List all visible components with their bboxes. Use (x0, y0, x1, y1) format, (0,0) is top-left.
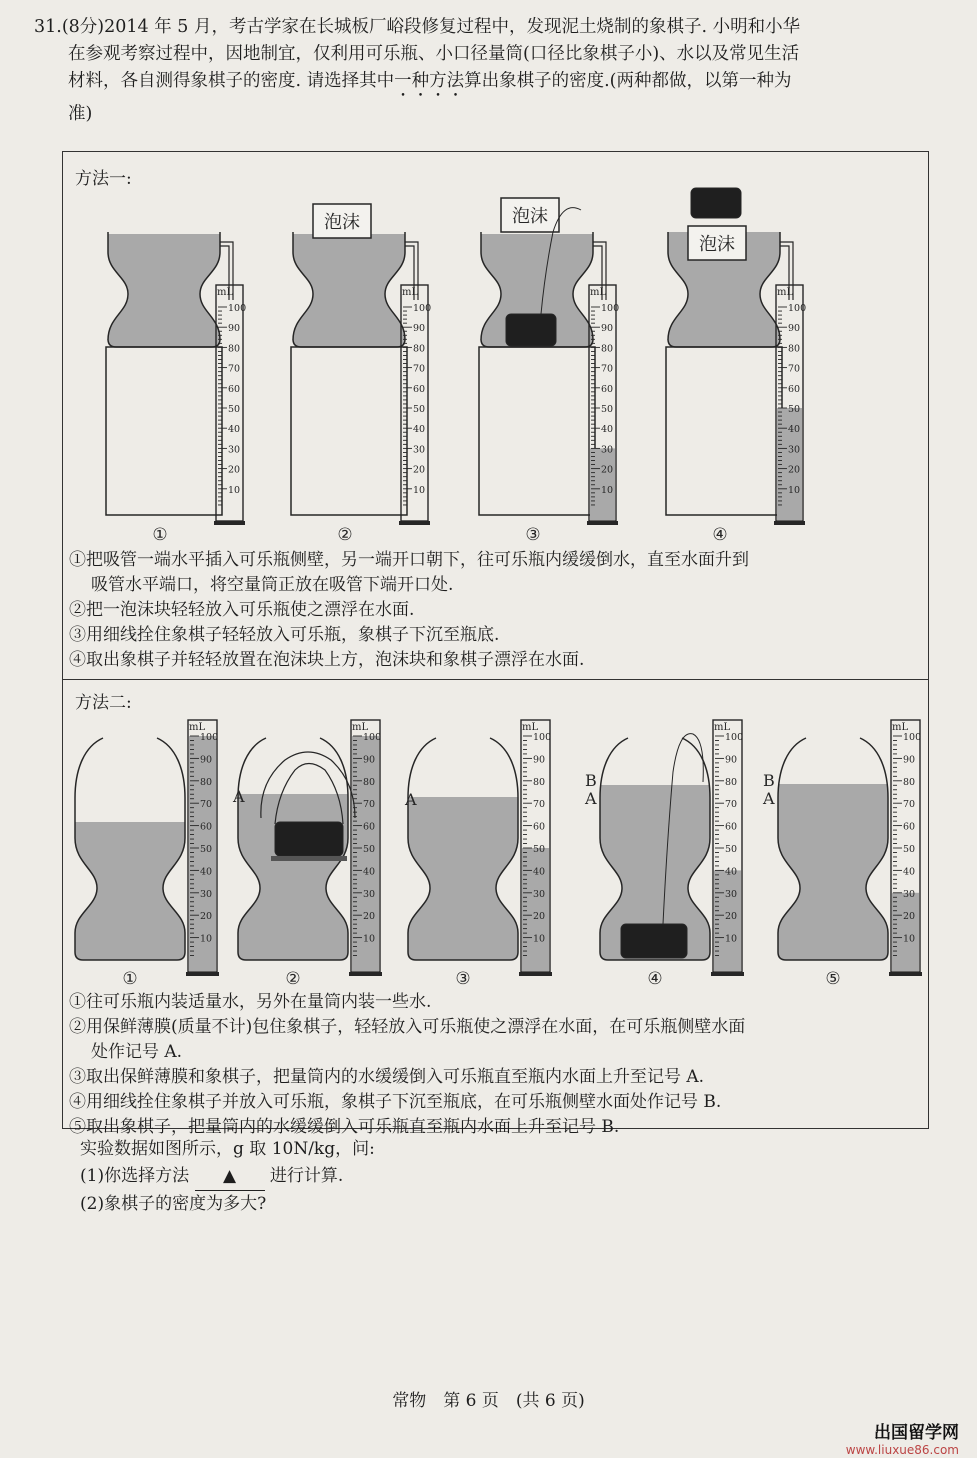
cylinder-tick-label: 60 (228, 383, 241, 395)
support-block-3 (479, 347, 595, 515)
cylinder-tick-label: 100 (363, 732, 382, 743)
method1-figure-label-1: ① (152, 525, 168, 545)
cylinder-unit-label: mL (590, 287, 607, 298)
cylinder-tick-label: 30 (228, 444, 241, 456)
cylinder-tick-label: 100 (601, 303, 620, 314)
cylinder-tick-label: 100 (788, 303, 807, 314)
method2-chess-piece-4 (621, 924, 687, 958)
cylinder-tick-label: 70 (228, 363, 241, 375)
method1-step-4: ④取出象棋子并轻轻放置在泡沫块上方，泡沫块和象棋子漂浮在水面. (69, 650, 585, 670)
cylinder-base (774, 521, 805, 525)
method2-cylinder-4 (711, 720, 744, 976)
method1-step-1-cont: 吸管水平端口，将空量筒正放在吸管下端开口处. (91, 575, 454, 595)
cylinder-tick-label: 40 (413, 424, 426, 436)
method2-step-2: ②用保鲜薄膜(质量不计)包住象棋子，轻轻放入可乐瓶使之漂浮在水面，在可乐瓶侧壁水面 (69, 1017, 746, 1037)
question-line-1: (8分)2014 年 5 月，考古学家在长城板厂峪段修复过程中，发现泥土烧制的象棋子. 小明和小华 (61, 17, 801, 37)
cylinder-unit-label: mL (352, 722, 369, 733)
cylinder-tick-label: 50 (413, 404, 426, 415)
foam-block-3 (501, 198, 559, 232)
cylinder-tick-label: 30 (788, 444, 801, 456)
cylinder-unit-label: mL (402, 287, 419, 298)
cylinder-tick-label: 10 (903, 933, 916, 945)
cylinder-tick-label: 80 (601, 343, 614, 355)
cylinder-tick-label: 30 (725, 888, 738, 900)
method2-step-5: ⑤取出象棋子，把量筒内的水缓缓倒入可乐瓶直至瓶内水面上升至记号 B. (69, 1117, 620, 1137)
method1-cylinder-2 (399, 285, 431, 525)
cylinder-base (349, 972, 382, 976)
cylinder-base (711, 972, 744, 976)
methods-box (62, 151, 929, 1137)
cylinder-tick-label: 80 (200, 776, 213, 788)
cylinder-tick-label: 90 (413, 323, 426, 335)
method2-mark-a-3: A (405, 790, 417, 809)
method1-bottle-1 (108, 232, 220, 347)
cylinder-tick-label: 40 (363, 866, 376, 878)
cylinder-tick-label: 60 (363, 821, 376, 833)
cylinder-unit-label: mL (189, 722, 206, 733)
method2-figure-label-3: ③ (455, 969, 471, 987)
cylinder-tick-label: 90 (601, 323, 614, 335)
method1-bottle-2 (293, 232, 405, 347)
cylinder-tick-label: 30 (601, 444, 614, 456)
cylinder-tick-label: 50 (601, 404, 614, 415)
cylinder-tick-label: 20 (413, 464, 426, 476)
cylinder-tick-label: 70 (200, 799, 213, 811)
cylinder-tick-label: 70 (363, 799, 376, 811)
cylinder-tick-label: 50 (228, 404, 241, 415)
foam-label: 泡沫 (699, 234, 735, 255)
cylinder-tick-label: 30 (200, 888, 213, 900)
cylinder-tick-label: 50 (788, 404, 801, 415)
cylinder-base (214, 521, 245, 525)
method1-cylinder-4 (774, 285, 806, 525)
method2-cylinder-3 (519, 720, 552, 976)
method2-figure-label-1: ① (122, 969, 138, 987)
watermark (846, 1418, 959, 1457)
cylinder-tick-label: 30 (363, 888, 376, 900)
cylinder-base (587, 521, 618, 525)
cylinder-tick-label: 10 (413, 484, 426, 496)
method1-steps (69, 548, 919, 673)
method1-step-2: ②把一泡沫块轻轻放入可乐瓶使之漂浮在水面. (69, 600, 415, 620)
cylinder-tick-label: 40 (200, 866, 213, 878)
cylinder-water (892, 893, 919, 971)
question-line-3: 材料，各自测得象棋子的密度. 请选择其中一种方法算出象棋子的密度.(两种都做，以第一种为 (68, 71, 792, 91)
cylinder-tick-label: 20 (200, 911, 213, 923)
cylinder-tick-label: 50 (533, 844, 546, 855)
method1-figures (63, 152, 927, 552)
cylinder-tick-label: 40 (788, 424, 801, 436)
cylinder-tick-label: 90 (725, 754, 738, 766)
method1-title: 方法一: (75, 169, 132, 189)
method1-figure-label-3: ③ (525, 525, 541, 545)
method2-step-2-cont: 处作记号 A. (91, 1042, 183, 1062)
cylinder-tick-label: 60 (533, 821, 546, 833)
cylinder-tick-label: 100 (413, 303, 432, 314)
cylinder-tick-label: 90 (363, 754, 376, 766)
cylinder-tick-label: 80 (903, 776, 916, 788)
cylinder-tick-label: 40 (533, 866, 546, 878)
cylinder-tick-label: 70 (788, 363, 801, 375)
method2-cylinder-1 (186, 720, 219, 976)
method2-film-base-2 (271, 856, 347, 861)
cylinder-unit-label: mL (522, 722, 539, 733)
question-number: 31. (34, 17, 62, 37)
method2-figure-label-2: ② (285, 969, 301, 987)
cylinder-unit-label: mL (777, 287, 794, 298)
cylinder-tick-label: 90 (788, 323, 801, 335)
method2-mark-a-2: A (233, 787, 245, 806)
method1-chess-piece-4 (691, 188, 741, 218)
cylinder-tick-label: 70 (601, 363, 614, 375)
method1-step-1: ①把吸管一端水平插入可乐瓶侧壁，另一端开口朝下，往可乐瓶内缓缓倒水，直至水面升到 (69, 550, 749, 570)
method2-mark-a-5: A (763, 789, 775, 808)
cylinder-tick-label: 80 (363, 776, 376, 788)
foam-block-4 (688, 226, 746, 260)
cylinder-tick-label: 60 (903, 821, 916, 833)
support-block-2 (291, 347, 407, 515)
method2-mark-b-4: B (585, 771, 597, 790)
method2-figures (63, 712, 927, 987)
cylinder-tick-label: 20 (601, 464, 614, 476)
cylinder-base (186, 972, 219, 976)
emphasis-text: 一种方法 (394, 71, 465, 91)
cylinder-tick-label: 10 (228, 484, 241, 496)
method2-step-4: ④用细线拴住象棋子并放入可乐瓶，象棋子下沉至瓶底，在可乐瓶侧壁水面处作记号 B. (69, 1092, 722, 1112)
method2-mark-a-4: A (585, 789, 597, 808)
cylinder-tick-label: 40 (725, 866, 738, 878)
cylinder-tick-label: 80 (228, 343, 241, 355)
method1-cylinder-1 (214, 285, 246, 525)
sub-questions (80, 1136, 780, 1218)
question-line-4: 准) (68, 104, 93, 124)
method2-title: 方法二: (75, 693, 132, 713)
bottle-water (75, 822, 185, 960)
cylinder-tick-label: 70 (533, 799, 546, 811)
method2-bottle-1 (75, 738, 185, 960)
cylinder-tick-label: 10 (725, 933, 738, 945)
cylinder-tick-label: 80 (725, 776, 738, 788)
page-footer: 常物 第 6 页 (共 6 页) (392, 1391, 585, 1411)
cylinder-tick-label: 70 (413, 363, 426, 375)
method1-cylinder-3 (587, 285, 619, 525)
cylinder-tick-label: 90 (533, 754, 546, 766)
cylinder-tick-label: 30 (533, 888, 546, 900)
method2-cylinder-2 (349, 720, 382, 976)
method-divider (63, 679, 928, 680)
method1-chess-piece-3 (506, 314, 556, 346)
cylinder-tick-label: 80 (788, 343, 801, 355)
cylinder-unit-label: mL (892, 722, 909, 733)
support-block-1 (106, 347, 222, 515)
cylinder-tick-label: 40 (601, 424, 614, 436)
cylinder-tick-label: 20 (725, 911, 738, 923)
method1-figure-label-2: ② (337, 525, 353, 545)
cylinder-tick-label: 60 (200, 821, 213, 833)
cylinder-tick-label: 10 (788, 484, 801, 496)
cylinder-tick-label: 40 (903, 866, 916, 878)
cylinder-tick-label: 30 (903, 888, 916, 900)
cylinder-tick-label: 50 (903, 844, 916, 855)
method2-steps (69, 990, 919, 1140)
sub-question-2: (2)象棋子的密度为多大? (80, 1194, 267, 1214)
cylinder-tick-label: 10 (601, 484, 614, 496)
method2-bottle-3 (408, 738, 518, 960)
cylinder-tick-label: 100 (533, 732, 552, 743)
cylinder-tick-label: 20 (533, 911, 546, 923)
method1-figure-label-4: ④ (712, 525, 728, 545)
cylinder-tick-label: 10 (200, 933, 213, 945)
cylinder-tick-label: 20 (903, 911, 916, 923)
question-line-2: 在参观考察过程中，因地制宜，仅利用可乐瓶、小口径量筒(口径比象棋子小)、水以及常见生活 (68, 44, 800, 64)
watermark-name: 出国留学网 (874, 1423, 959, 1443)
sub-question-1: (1)你选择方法 ▲ 进行计算. (80, 1163, 780, 1191)
cylinder-unit-label: mL (217, 287, 234, 298)
cylinder-tick-label: 60 (788, 383, 801, 395)
bottle-water (293, 234, 405, 347)
cylinder-tick-label: 50 (200, 844, 213, 855)
cylinder-base (889, 972, 922, 976)
method2-cylinder-5 (889, 720, 922, 976)
bottle-water (238, 794, 348, 960)
cylinder-unit-label: mL (714, 722, 731, 733)
bottle-water (108, 234, 220, 347)
question-text (34, 14, 954, 128)
method2-bottle-5 (778, 738, 888, 960)
cylinder-tick-label: 90 (200, 754, 213, 766)
cylinder-base (519, 972, 552, 976)
foam-label: 泡沫 (512, 206, 548, 227)
method1-step-3: ③用细线拴住象棋子轻轻放入可乐瓶，象棋子下沉至瓶底. (69, 625, 500, 645)
foam-label: 泡沫 (324, 212, 360, 233)
foam-block-2 (313, 204, 371, 238)
method2-figure-label-4: ④ (647, 969, 663, 987)
cylinder-tick-label: 90 (903, 754, 916, 766)
method2-step-1: ①往可乐瓶内装适量水，另外在量筒内装一些水. (69, 992, 432, 1012)
cylinder-tick-label: 40 (228, 424, 241, 436)
cylinder-tick-label: 50 (725, 844, 738, 855)
watermark-url: www.liuxue86.com (845, 1443, 959, 1457)
cylinder-tick-label: 70 (725, 799, 738, 811)
method2-figure-label-5: ⑤ (825, 969, 841, 987)
cylinder-tick-label: 10 (533, 933, 546, 945)
cylinder-tick-label: 100 (725, 732, 744, 743)
cylinder-tick-label: 60 (725, 821, 738, 833)
bottle-water (408, 797, 518, 960)
data-prompt: 实验数据如图所示，g 取 10N/kg，问: (80, 1139, 375, 1159)
method2-mark-b-5: B (763, 771, 775, 790)
cylinder-tick-label: 60 (601, 383, 614, 395)
cylinder-tick-label: 100 (200, 732, 219, 743)
cylinder-tick-label: 100 (228, 303, 247, 314)
answer-blank[interactable]: ▲ (195, 1163, 265, 1191)
cylinder-base (399, 521, 430, 525)
cylinder-tick-label: 20 (228, 464, 241, 476)
support-block-4 (666, 347, 782, 515)
cylinder-tick-label: 20 (788, 464, 801, 476)
method2-step-3: ③取出保鲜薄膜和象棋子，把量筒内的水缓缓倒入可乐瓶直至瓶内水面上升至记号 A. (69, 1067, 705, 1087)
cylinder-tick-label: 100 (903, 732, 922, 743)
cylinder-tick-label: 70 (903, 799, 916, 811)
cylinder-tick-label: 50 (363, 844, 376, 855)
cylinder-tick-label: 80 (533, 776, 546, 788)
cylinder-tick-label: 10 (363, 933, 376, 945)
method2-chess-piece-2 (275, 822, 343, 856)
cylinder-tick-label: 80 (413, 343, 426, 355)
cylinder-tick-label: 60 (413, 383, 426, 395)
cylinder-tick-label: 90 (228, 323, 241, 335)
cylinder-tick-label: 30 (413, 444, 426, 456)
cylinder-tick-label: 20 (363, 911, 376, 923)
